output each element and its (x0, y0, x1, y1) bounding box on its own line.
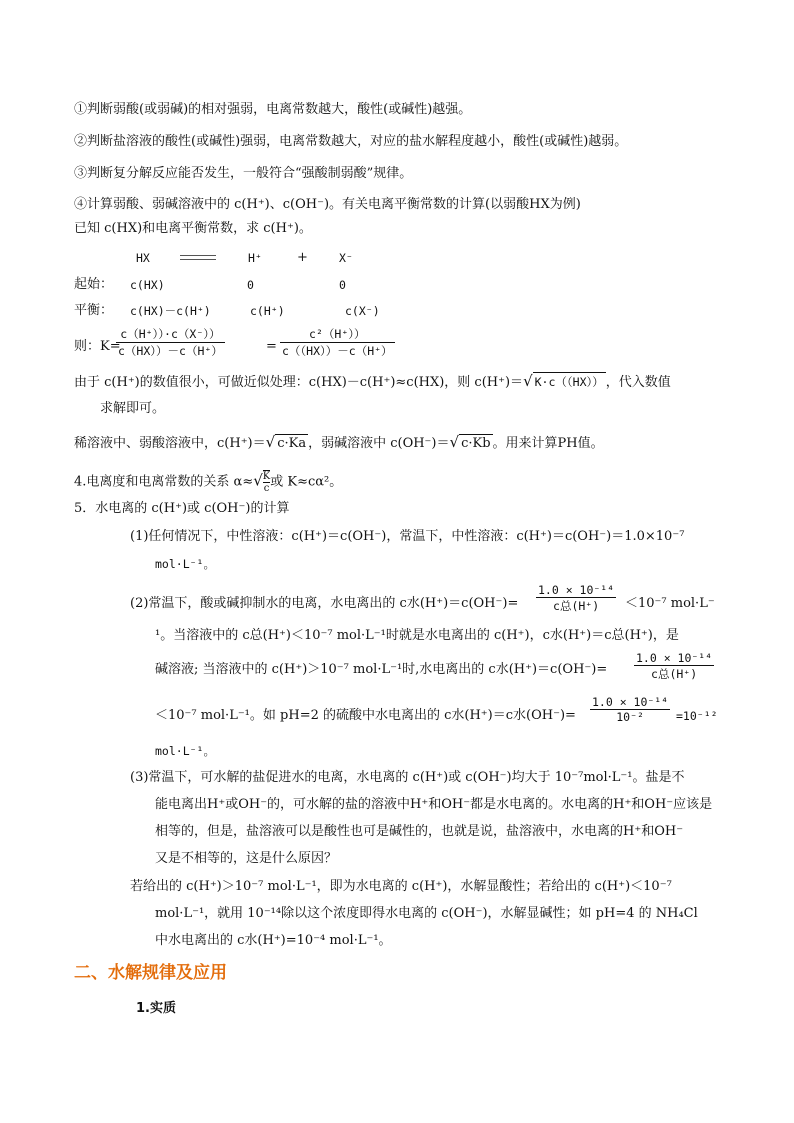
approx-text: 由于 c(H⁺)的数值很小，可做近似处理：c(HX)－c(H⁺)≈c(HX)，则 c(H⁺)＝ (74, 375, 524, 390)
p3-line-4: 又是不相等的，这是什么原因？ (155, 851, 338, 866)
p2-fraction-2 (634, 651, 714, 682)
p1-line-1: (1)任何情况下，中性溶液：c(H⁺)＝c(OH⁻)，常温下，中性溶液：c(H⁺)＝c(OH⁻)＝1.0×10⁻⁷ (130, 529, 685, 544)
k-num-1: c（H⁺））·c（X⁻）） (120, 327, 221, 341)
relation-frac-num: K (262, 471, 271, 482)
sqrt-icon: √ (253, 471, 263, 490)
eq-h-val: c(H⁺) (250, 304, 285, 318)
p2-f2-den: c总(H⁺) (634, 665, 714, 682)
approx-sqrt: K·c（（HX）） (533, 372, 606, 391)
eq-plus: + (297, 250, 308, 265)
eq-label: 平衡： (74, 303, 114, 318)
relation-line (74, 470, 342, 494)
p4-line-2: mol·L⁻¹，就用 10⁻¹⁴除以这个浓度即得水电离的 c(OH⁻)，水解显碱性；如 pH=4 的 NH₄Cl (155, 906, 698, 921)
k-prefix: 则：K= (74, 339, 121, 354)
item-4: ④计算弱酸、弱碱溶液中的 c(H⁺)、c(OH⁻)。有关电离平衡常数的计算(以弱酸HX为例) (74, 197, 581, 212)
start-hx: c(HX) (130, 278, 165, 292)
eq-hx-val: c(HX)－c(H⁺) (130, 304, 211, 318)
p2-line-1b: ＜10⁻⁷ mol·L⁻ (625, 596, 715, 611)
p3-line-2: 能电离出H⁺或OH⁻的，可水解的盐的溶液中H⁺和OH⁻都是水电离的。水电离的H⁺和OH⁻应该是 (155, 797, 713, 812)
p4-line-1: 若给出的 c(H⁺)＞10⁻⁷ mol·L⁻¹，即为水电离的 c(H⁺)，水解显酸性；若给出的 c(H⁺)＜10⁻⁷ (130, 879, 672, 894)
relation-frac-den: c (263, 483, 270, 494)
p1-line-2: mol·L⁻¹。 (155, 557, 215, 571)
k-den-1: c（HX））－c（H⁺） (118, 344, 223, 358)
start-x: 0 (339, 278, 346, 292)
dilute-b: ，弱碱溶液中 c(OH⁻)＝ (308, 436, 450, 451)
start-h: 0 (247, 278, 254, 292)
approx-end: ，代入数值 (605, 375, 671, 390)
p2-line-4a: ＜10⁻⁷ mol·L⁻¹。如 pH=2 的硫酸中水电离出的 c水(H⁺)＝c水(OH⁻)= (155, 708, 576, 723)
p2-line-3: 碱溶液; 当溶液中的 c(H⁺)＞10⁻⁷ mol·L⁻¹时,水电离出的 c水(H⁺)＝c(OH⁻)= (155, 662, 608, 677)
dilute-a: 稀溶液中、弱酸溶液中，c(H⁺)＝ (74, 436, 266, 451)
item-3: ③判断复分解反应能否发生，一般符合“强酸制弱酸”规律。 (74, 166, 413, 181)
p2-line-4b: =10⁻¹² (676, 709, 718, 723)
dilute-c: 。用来计算PH值。 (492, 436, 604, 451)
eq-h: H⁺ (248, 251, 262, 265)
p2-line-1a: (2)常温下，酸或碱抑制水的电离，水电离出的 c水(H⁺)＝c(OH⁻)= (130, 596, 519, 611)
section-heading: 二、水解规律及应用 (74, 963, 227, 983)
subsection-heading: 1.实质 (136, 1001, 176, 1016)
relation-b: 或 K≈cα²。 (270, 474, 343, 490)
sqrt-icon: √ (523, 372, 533, 390)
k-fraction-1 (116, 326, 225, 359)
p2-f1-den: c总(H⁺) (536, 597, 616, 614)
p3-line-1: (3)常温下，可水解的盐促进水的电离，水电离的 c(H⁺)或 c(OH⁻)均大于 10⁻⁷mol·L⁻¹。盐是不 (130, 770, 685, 785)
sqrt-icon: √ (449, 433, 460, 451)
start-label: 起始： (74, 277, 114, 292)
dilute-sqrt-a: c·Ka (277, 436, 307, 451)
approx-line-2: 求解即可。 (100, 401, 166, 416)
p2-line-5: mol·L⁻¹。 (155, 744, 215, 758)
p2-f2-num: 1.0 × 10⁻¹⁴ (636, 651, 713, 665)
p2-f3-den: 10⁻² (590, 709, 670, 724)
k-equals: = (266, 339, 277, 354)
relation-a: 4.电离度和电离常数的关系 α≈ (74, 474, 254, 490)
dilute-sqrt-b: c·Kb (461, 436, 491, 451)
p2-fraction-1 (536, 583, 616, 614)
known-line: 已知 c(HX)和电离平衡常数，求 c(H⁺)。 (74, 221, 312, 236)
dilute-line (74, 433, 604, 453)
item-2: ②判断盐溶液的酸性(或碱性)强弱，电离常数越大，对应的盐水解程度越小，酸性(或碱性)越弱。 (74, 134, 628, 149)
p2-f3-num: 1.0 × 10⁻¹⁴ (592, 695, 669, 709)
eq-hx: HX (136, 251, 150, 265)
p4-line-3: 中水电离出的 c水(H⁺)=10⁻⁴ mol·L⁻¹。 (155, 933, 392, 948)
p2-fraction-3 (590, 695, 670, 724)
p2-f1-num: 1.0 × 10⁻¹⁴ (538, 583, 615, 597)
sqrt-icon: √ (265, 433, 276, 451)
k-den-2: c（（HX））－c（H⁺） (282, 344, 393, 358)
section-5-title: 5．水电离的 c(H⁺)或 c(OH⁻)的计算 (74, 501, 290, 516)
approx-line-1 (74, 372, 671, 392)
k-fraction-2 (280, 326, 395, 359)
k-num-2: c²（H⁺）） (309, 327, 366, 341)
p3-line-3: 相等的，但是，盐溶液可以是酸性也可是碱性的，也就是说，盐溶液中，水电离的H⁺和OH⁻ (155, 824, 684, 839)
equilibrium-arrow (180, 249, 216, 267)
eq-x: X⁻ (339, 251, 353, 265)
item-1: ①判断弱酸(或弱碱)的相对强弱，电离常数越大，酸性(或碱性)越强。 (74, 102, 472, 117)
p2-line-2: ¹。当溶液中的 c总(H⁺)＜10⁻⁷ mol·L⁻¹时就是水电离出的 c(H⁺)，c水(H⁺)＝c总(H⁺)，是 (155, 628, 679, 643)
eq-x-val: c(X⁻) (345, 304, 380, 318)
